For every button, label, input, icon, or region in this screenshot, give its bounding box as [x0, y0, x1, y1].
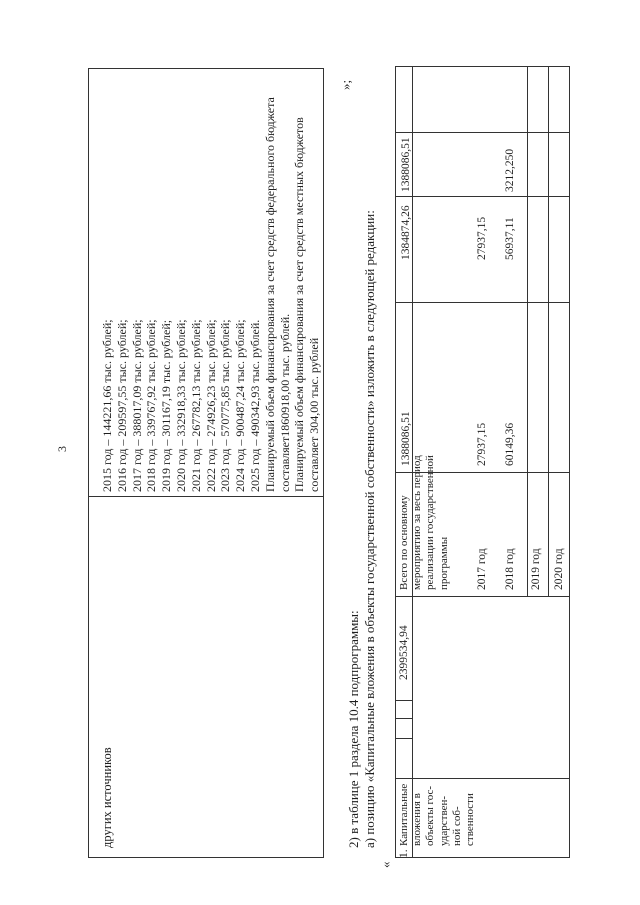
- subrow-label-line: реализации государственной: [424, 455, 437, 590]
- table-line: [395, 738, 413, 739]
- table-line: [395, 302, 570, 303]
- table-line: [548, 66, 549, 596]
- table-line: [395, 196, 570, 197]
- financing-line: составляет1860918,00 тыс. рублей.: [277, 313, 292, 492]
- amendment-line-2: а) позицию «Капитальные вложения в объекты государственной собственности» изложить в следующей редакции:: [362, 210, 377, 848]
- financing-line: 2016 год – 209597,55 тыс. рублей;: [114, 319, 129, 492]
- subrow-label-line: программы: [437, 536, 450, 590]
- subrow-label-2019: 2019 год: [530, 548, 542, 590]
- subrow-label-2020: 2020 год: [553, 548, 565, 590]
- table-line: [395, 596, 570, 597]
- row-name-line: ной соб-: [450, 806, 463, 846]
- subrow-label-2017: 2017 год: [476, 548, 488, 590]
- row-name-line: Капитальные: [398, 783, 410, 846]
- subrow-label-line: Всего по основному: [398, 495, 410, 590]
- table-line: [395, 700, 413, 701]
- value-2017-v1: 27937,15: [476, 422, 488, 466]
- subrow-label-total: [398, 455, 451, 590]
- row-name-line: вложения в: [411, 793, 424, 846]
- row-name-line: объекты гос-: [424, 785, 437, 846]
- financing-line: 2021 год – 267782,13 тыс. рублей;: [188, 319, 203, 492]
- open-quote: «: [378, 861, 393, 868]
- financing-line: 2015 год – 144221,66 тыс. рублей;: [100, 319, 114, 492]
- row-name: [398, 784, 477, 846]
- financing-line: 2025 год – 490342,93 тыс. рублей.: [247, 319, 262, 492]
- table-line: [395, 132, 570, 133]
- financing-line: 2020 год – 332918,33 тыс. рублей;: [173, 319, 188, 492]
- top-table-divider: [89, 496, 323, 497]
- value-total-v3: 1388086,51: [400, 137, 412, 192]
- financing-line: 2017 год – 388017,09 тыс. рублей;: [129, 319, 144, 492]
- table-line: [395, 718, 413, 719]
- table-line: [395, 778, 570, 779]
- top-table-financing-lines: [100, 72, 322, 492]
- financing-line: 2018 год – 339767,92 тыс. рублей;: [144, 319, 159, 492]
- row-name-line: ственности: [464, 793, 477, 846]
- page-number: 3: [55, 446, 69, 452]
- table-line: [527, 66, 528, 596]
- amendment-line-1: 2) в таблице 1 раздела 10.4 подпрограммы:: [346, 610, 361, 848]
- value-2018-v3: 3212,250: [504, 148, 516, 192]
- financing-line: 2023 год – 570775,85 тыс. рублей;: [218, 319, 233, 492]
- top-table-source-label: других источников: [100, 747, 114, 848]
- financing-line: 2024 год – 900487,24 тыс. рублей;: [233, 319, 248, 492]
- value-total-v2: 1384874,26: [400, 205, 412, 260]
- closing-quote: »;: [338, 79, 353, 90]
- value-2018-v2: 56937,11: [504, 217, 516, 260]
- subrow-label-2018: 2018 год: [504, 548, 516, 590]
- row-number: 1.: [398, 849, 410, 858]
- subrow-label-line: мероприятию за весь период: [411, 455, 424, 590]
- total-value: 2399534,94: [398, 625, 410, 680]
- financing-line: 2022 год – 274926,23 тыс. рублей;: [203, 319, 218, 492]
- value-2018-v1: 60149,36: [504, 422, 516, 466]
- financing-line: Планируемый объем финансирования за счет средств федерального бюджета: [262, 97, 277, 492]
- financing-line: 2019 год – 301167,19 тыс. рублей;: [159, 319, 174, 492]
- value-2017-v2: 27937,15: [476, 216, 488, 260]
- financing-line: Планируемый объем финансирования за счет средств местных бюджетов: [292, 117, 307, 492]
- value-total-v1: 1388086,51: [400, 411, 412, 466]
- financing-line: составляет 304,00 тыс. рублей: [307, 337, 322, 492]
- row-name-line: ударствен-: [437, 795, 450, 846]
